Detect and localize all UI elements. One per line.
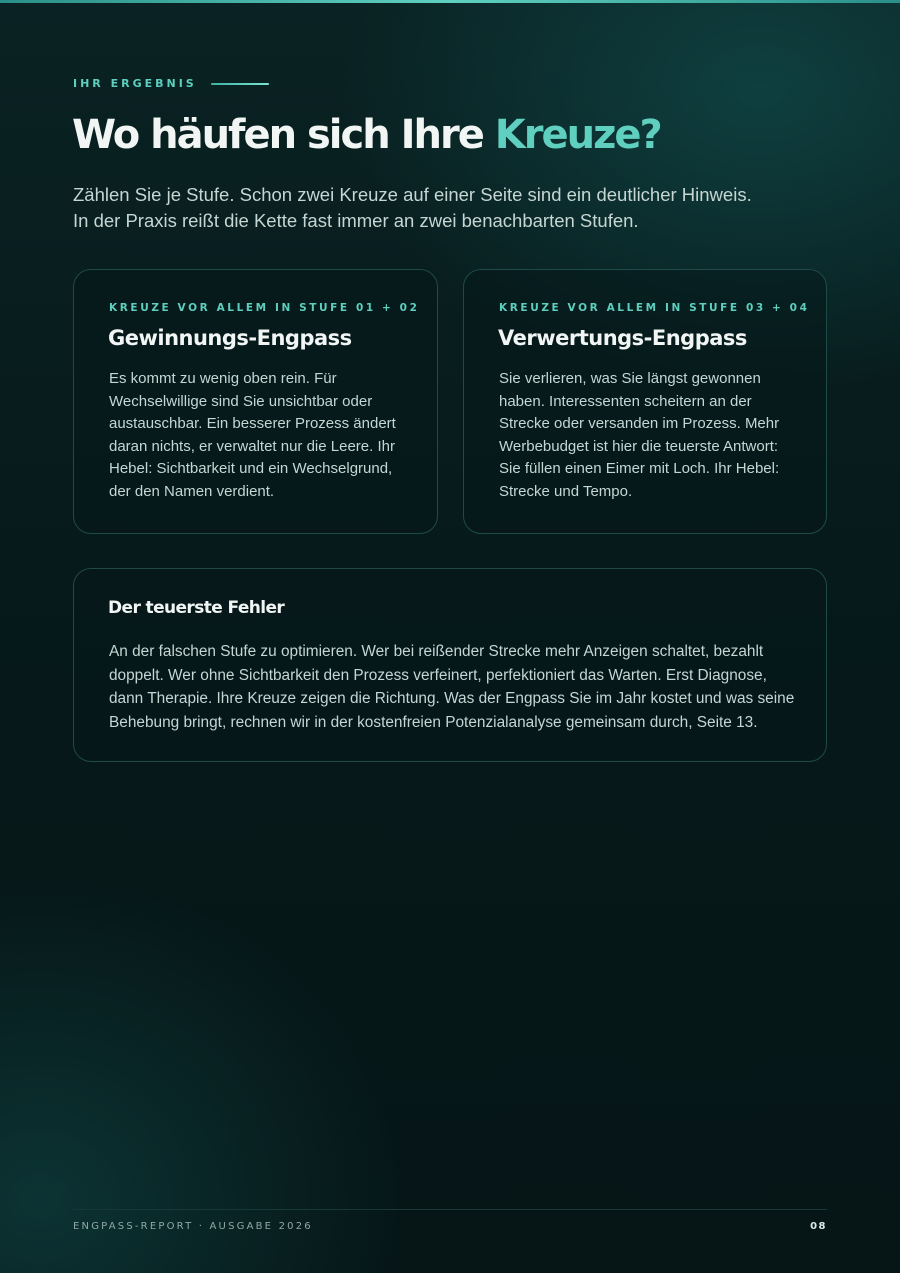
page-number: 08 xyxy=(810,1221,827,1232)
page-title-accent: Kreuze? xyxy=(494,112,661,158)
card-title: Verwertungs-Engpass xyxy=(498,326,747,350)
card-label: KREUZE VOR ALLEM IN STUFE 03 + 04 xyxy=(499,302,810,314)
mistake-title: Der teuerste Fehler xyxy=(108,598,285,618)
eyebrow-label: IHR ERGEBNIS xyxy=(73,77,197,90)
eyebrow-divider xyxy=(211,83,269,85)
card-title: Gewinnungs-Engpass xyxy=(108,326,352,350)
intro-paragraph: Zählen Sie je Stufe. Schon zwei Kreuze auf einer Seite sind ein deutlicher Hinweis. In der Praxis reißt die Kette fast immer an zwei benachbarten Stufen. xyxy=(73,184,752,231)
card-teuerster-fehler xyxy=(73,568,827,762)
card-gewinnungs-engpass xyxy=(73,269,438,534)
mistake-body: An der falschen Stufe zu optimieren. Wer bei reißender Strecke mehr Anzeigen schaltet, bezahlt doppelt. Wer ohne Sichtbarkeit den Prozess verfeinert, perfektioniert das Warten. Erst Diagnose, dann Therapie. Ihre Kreuze zeigen die Richtung. Was der Engpass Sie im Jahr kostet und was seine Behebung bringt, rechnen wir in der kostenfreien Potenzialanalyse gemeinsam durch, Seite 13. xyxy=(109,643,795,731)
card-body: Es kommt zu wenig oben rein. Für Wechselwillige sind Sie unsichtbar oder austauschbar. Ein besserer Prozess ändert daran nichts, er verwaltet nur die Leere. Ihr Hebel: Sichtbarkeit und ein Wechselgrund, der den Namen verdient. xyxy=(109,370,396,500)
page-title-main: Wo häufen sich Ihre xyxy=(72,112,495,158)
footer-publication: ENGPASS-REPORT · AUSGABE 2026 xyxy=(73,1221,313,1232)
eyebrow xyxy=(73,77,269,90)
card-label: KREUZE VOR ALLEM IN STUFE 01 + 02 xyxy=(109,302,420,314)
card-body: Sie verlieren, was Sie längst gewonnen haben. Interessenten scheitern an der Strecke oder versanden im Prozess. Mehr Werbebudget ist hier die teuerste Antwort: Sie füllen einen Eimer mit Loch. Ihr Hebel: Strecke und Tempo. xyxy=(499,370,780,500)
page-title xyxy=(72,112,661,158)
footer-divider xyxy=(73,1209,827,1210)
top-accent-bar xyxy=(0,0,900,3)
card-verwertungs-engpass xyxy=(463,269,827,534)
